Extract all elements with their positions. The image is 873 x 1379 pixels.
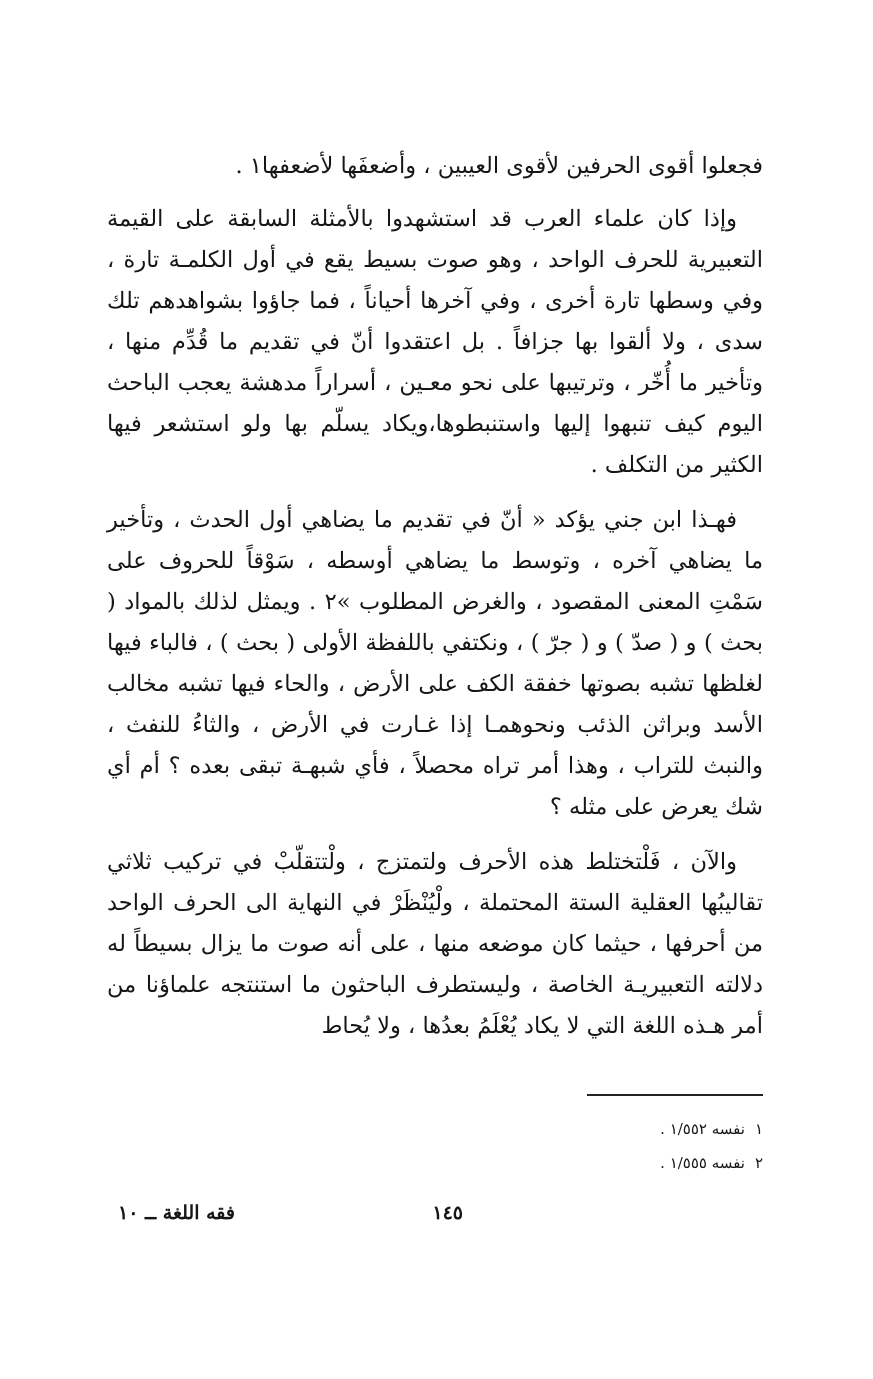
main-text (107, 146, 763, 1047)
footnotes (463, 1112, 763, 1180)
paragraph-1: فجعلوا أقوى الحرفين لأقوى العيبين ، وأضعفَها لأضعفها١ . (235, 153, 763, 179)
page-number: ١٤٥ (432, 1202, 463, 1224)
running-footer: فقه اللغة ــ ١٠ (118, 1202, 235, 1224)
footnote-text: نفسه ١/٥٥٢ . (660, 1120, 745, 1138)
paragraph-3: فهـذا ابن جني يؤكد « أنّ في تقديم ما يضاهي أول الحدث ، وتأخير ما يضاهي آخره ، وتوسط ما يضاهي أوسطه ، سَوْقاً للحروف على سَمْتِ المعنى المقصود ، والغرض المطلوب »٢ . ويمثل لذلك بالمواد ( بحث ) و ( صدّ ) و ( جرّ ) ، ونكتفي باللفظة الأولى ( بحث ) ، فالباء فيها لغلظها تشبه بصوتها خفقة الكف على الأرض ، والحاء فيها تشبه مخالب الأسد وبراثن الذئب ونحوهمـا إذا غـارت في الأرض ، والثاءُ للنفث ، والنبث للتراب ، وهذا أمر تراه محصلاً ، فأي شبهـة تبقى بعده ؟ أم أي شك يعرض على مثله ؟ (107, 507, 764, 820)
footnote-text: نفسه ١/٥٥٥ . (660, 1154, 745, 1172)
page-footer (110, 1202, 763, 1242)
paragraph-2: وإذا كان علماء العرب قد استشهدوا بالأمثلة السابقة على القيمة التعبيرية للحرف الواحد ، وهو صوت بسيط يقع في أول الكلمـة تارة ، وفي وسطها تارة أخرى ، وفي آخرها أحياناً ، فما جاؤوا بشواهدهم تلك سدى ، ولا ألقوا بها جزافاً . بل اعتقدوا أنّ في تقديم ما قُدِّم منها ، وتأخير ما أُخّر ، وترتيبها على نحو معـين ، أسراراً مدهشة يعجب الباحث اليوم كيف تنبهوا إليها واستنبطوها،ويكاد يسلّم بها ولو استشعر فيها الكثير من التكلف . (107, 206, 763, 478)
paragraph-4: والآن ، فَلْتختلط هذه الأحرف ولتمتزج ، ولْتتقلّبْ في تركيب ثلاثي تقاليبُها العقلية الستة المحتملة ، ولْيُنْظَرْ في النهاية الى الحرف الواحد من أحرفها ، حيثما كان موضعه منها ، على أنه صوت ما يزال بسيطاً له دلالته التعبيريـة الخاصة ، وليستطرف الباحثون ما استنتجه علماؤنا من أمر هـذه اللغة التي لا يكاد يُعْلَمُ بعدُها ، ولا يُحاط (107, 849, 763, 1039)
footnote-2 (463, 1146, 763, 1180)
footnote-number: ١ (754, 1120, 763, 1138)
footnote-number: ٢ (754, 1154, 763, 1172)
footnote-1 (463, 1112, 763, 1146)
footnote-separator (587, 1094, 763, 1096)
